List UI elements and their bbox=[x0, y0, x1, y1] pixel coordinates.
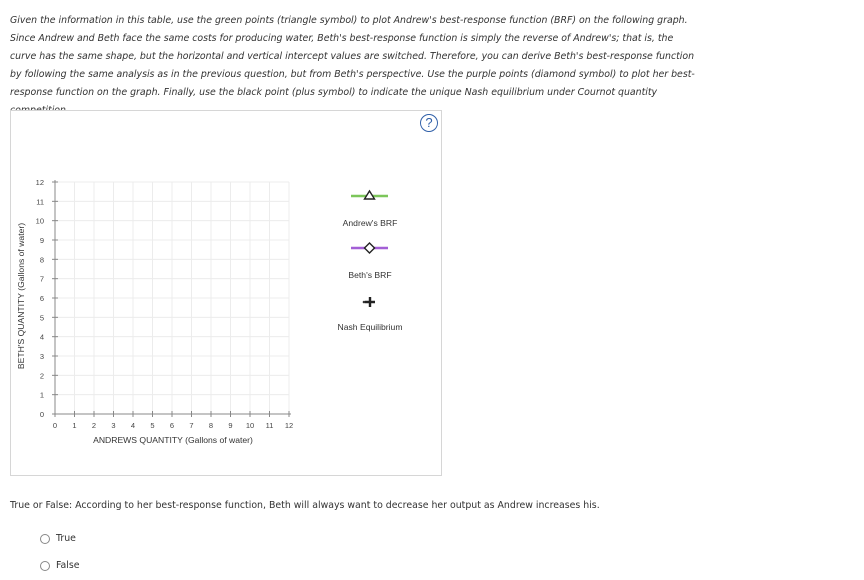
question-text: True or False: According to her best-response function, Beth will always want to decrease her output as Andrew increases his. bbox=[10, 500, 600, 511]
diamond-icon bbox=[365, 243, 375, 253]
option-true-label: True bbox=[56, 533, 76, 544]
y-axis-label: BETH'S QUANTITY (Gallons of water) bbox=[16, 222, 26, 370]
x-tick-label: 4 bbox=[130, 421, 136, 430]
y-tick-label: 3 bbox=[39, 352, 44, 361]
y-tick-label: 12 bbox=[35, 178, 44, 187]
y-tick-label: 2 bbox=[39, 371, 44, 381]
y-tick-label: 10 bbox=[35, 216, 44, 226]
x-tick-label: 8 bbox=[208, 421, 214, 430]
best-response-graph[interactable] bbox=[10, 110, 442, 476]
x-tick-label: 9 bbox=[228, 421, 233, 430]
x-tick-label: 11 bbox=[265, 421, 274, 430]
plus-icon bbox=[365, 297, 375, 307]
y-tick-label: 0 bbox=[39, 410, 44, 419]
instructions-text: Given the information in this table, use the green points (triangle symbol) to plot Andrew's best-response function (BRF) on the following graph. Since Andrew and Beth face the same costs for producing water, Beth's best-response function is simply the reverse of Andrew's; that is, the curve has the same shape, but the horizontal and vertical intercept values are switched. Therefore, you can derive Beth's best-response function by following the same analysis as in the previous question, but from Beth's perspective. Use the purple points (diamond symbol) to plot her best-response function on the graph. Finally, use the black point (plus symbol) to indicate the unique Nash equilibrium under Cournot quantity bbox=[10, 15, 695, 98]
option-false[interactable] bbox=[40, 560, 80, 571]
y-tick-label: 5 bbox=[39, 313, 44, 323]
graph-axes bbox=[55, 180, 291, 414]
x-axis-label: ANDREWS QUANTITY (Gallons of water) bbox=[93, 435, 253, 445]
y-tick-label: 8 bbox=[39, 255, 44, 265]
radio-true[interactable] bbox=[40, 534, 50, 544]
y-tick-label: 11 bbox=[36, 197, 44, 207]
nash-equilibrium-legend-tool[interactable] bbox=[363, 297, 375, 307]
y-tick-label: 7 bbox=[39, 274, 44, 284]
x-tick-label: 10 bbox=[245, 421, 255, 430]
x-tick-label: 3 bbox=[111, 421, 116, 430]
x-tick-label: 6 bbox=[169, 421, 175, 430]
y-tick-label: 4 bbox=[39, 332, 44, 342]
x-tick-label: 2 bbox=[91, 421, 97, 430]
nash-dot bbox=[363, 301, 366, 304]
option-true[interactable] bbox=[40, 533, 76, 544]
nash-equilibrium-label: Nash Equilibrium bbox=[337, 322, 403, 332]
graph-grid bbox=[55, 182, 289, 414]
y-tick-label: 9 bbox=[39, 236, 44, 245]
andrew-brf-label: Andrew's BRF bbox=[342, 218, 398, 228]
y-tick-label: 6 bbox=[39, 294, 44, 303]
x-tick-label: 5 bbox=[150, 421, 155, 430]
x-tick-label: 7 bbox=[189, 421, 194, 430]
y-tick-label: 1 bbox=[39, 390, 44, 400]
beth-brf-legend-tool[interactable] bbox=[351, 243, 388, 253]
andrew-brf-legend-tool[interactable] bbox=[351, 191, 388, 199]
radio-false[interactable] bbox=[40, 561, 50, 571]
x-tick-label: 0 bbox=[52, 421, 58, 430]
help-button[interactable]: ? bbox=[420, 114, 438, 132]
x-tick-label: 12 bbox=[284, 421, 294, 430]
option-false-label: False bbox=[56, 560, 80, 571]
beth-brf-label: Beth's BRF bbox=[348, 270, 392, 280]
x-tick-label: 1 bbox=[72, 421, 77, 430]
